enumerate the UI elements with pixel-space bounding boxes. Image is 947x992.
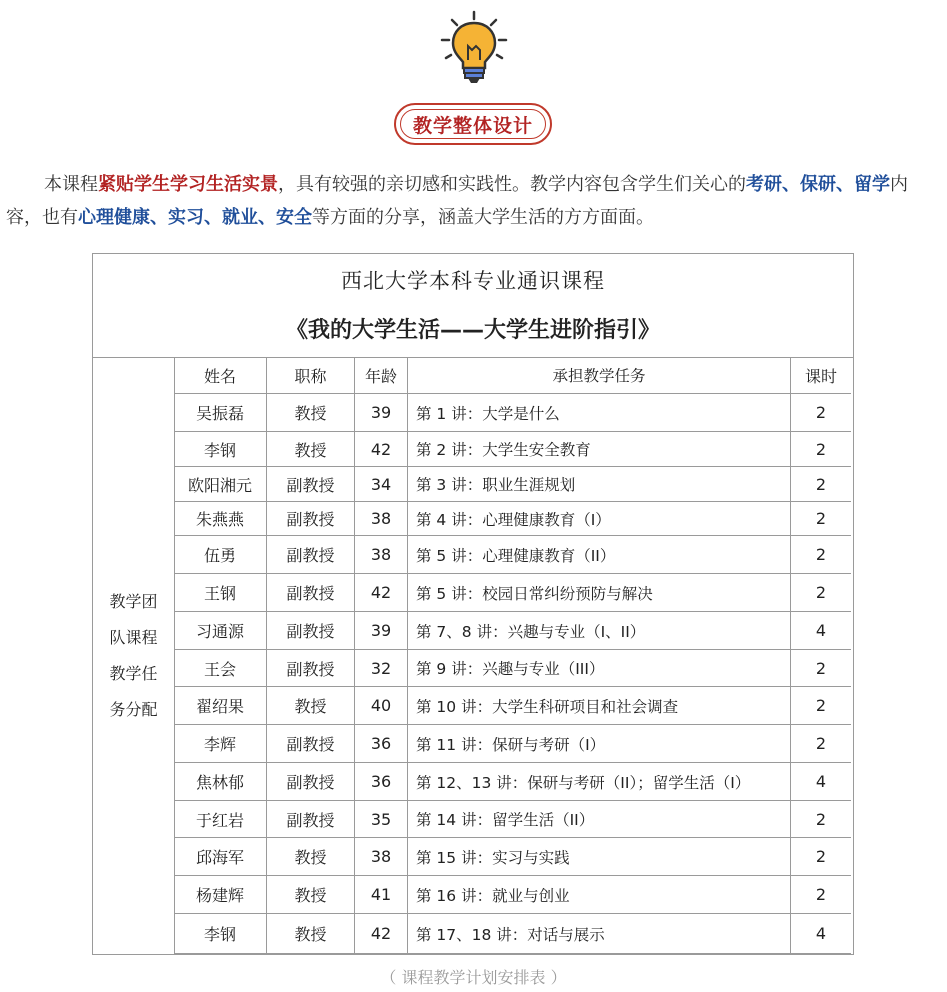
cell-title: 副教授 — [267, 725, 355, 763]
table-row — [174, 502, 851, 536]
cell-name: 王钢 — [174, 574, 267, 612]
table-row — [174, 467, 851, 502]
table-row — [174, 612, 851, 650]
cell-task: 第 4 讲：心理健康教育（I） — [408, 502, 791, 536]
cell-hours: 2 — [791, 432, 851, 467]
intro-text-2: ，具有较强的亲切感和实践性。教学内容包含学生们关心的 — [278, 174, 746, 195]
table-row — [174, 914, 851, 954]
cell-title: 教授 — [267, 394, 355, 432]
intro-text-3: 内容，也有 — [6, 174, 908, 228]
cell-hours: 2 — [791, 394, 851, 432]
cell-hours: 2 — [791, 725, 851, 763]
cell-task: 第 3 讲：职业生涯规划 — [408, 467, 791, 502]
cell-name: 李钢 — [174, 914, 267, 954]
cell-task: 第 12、13 讲：保研与考研（II）；留学生活（I） — [408, 763, 791, 801]
cell-name: 李辉 — [174, 725, 267, 763]
cell-hours: 2 — [791, 687, 851, 725]
intro-text-4: 等方面的分享，涵盖大学生活的方方面面。 — [312, 207, 654, 228]
cell-name: 于红岩 — [174, 801, 267, 838]
header-age: 年龄 — [355, 357, 408, 394]
cell-age: 38 — [355, 536, 408, 574]
table-row — [174, 650, 851, 687]
table-title-area — [93, 254, 853, 358]
header-title: 职称 — [267, 357, 355, 394]
cell-task: 第 7、8 讲：兴趣与专业（I、II） — [408, 612, 791, 650]
cell-hours: 4 — [791, 914, 851, 954]
cell-hours: 2 — [791, 574, 851, 612]
cell-age: 42 — [355, 574, 408, 612]
cell-name: 杨建辉 — [174, 876, 267, 914]
cell-hours: 2 — [791, 876, 851, 914]
cell-name: 焦林郁 — [174, 763, 267, 801]
cell-name: 李钢 — [174, 432, 267, 467]
table-row — [174, 394, 851, 432]
cell-age: 32 — [355, 650, 408, 687]
cell-title: 副教授 — [267, 650, 355, 687]
table-header-row — [174, 357, 851, 394]
cell-age: 39 — [355, 394, 408, 432]
cell-age: 39 — [355, 612, 408, 650]
cell-title: 教授 — [267, 838, 355, 876]
cell-hours: 2 — [791, 536, 851, 574]
cell-task: 第 2 讲：大学生安全教育 — [408, 432, 791, 467]
cell-title: 副教授 — [267, 536, 355, 574]
header-name: 姓名 — [174, 357, 267, 394]
cell-name: 伍勇 — [174, 536, 267, 574]
cell-age: 38 — [355, 502, 408, 536]
table-row — [174, 725, 851, 763]
intro-paragraph — [6, 168, 942, 234]
cell-age: 36 — [355, 763, 408, 801]
cell-task: 第 14 讲：留学生活（II） — [408, 801, 791, 838]
cell-task: 第 16 讲：就业与创业 — [408, 876, 791, 914]
cell-task: 第 5 讲：心理健康教育（II） — [408, 536, 791, 574]
cell-age: 34 — [355, 467, 408, 502]
cell-title: 教授 — [267, 432, 355, 467]
side-label-line: 教学任 — [109, 664, 158, 683]
table-row — [174, 838, 851, 876]
side-label-line: 教学团 — [109, 592, 158, 611]
cell-task: 第 17、18 讲：对话与展示 — [408, 914, 791, 954]
side-label-line: 队课程 — [109, 628, 158, 647]
cell-task: 第 9 讲：兴趣与专业（III） — [408, 650, 791, 687]
cell-hours: 2 — [791, 502, 851, 536]
cell-name: 欧阳湘元 — [174, 467, 267, 502]
cell-hours: 2 — [791, 467, 851, 502]
cell-hours: 4 — [791, 763, 851, 801]
cell-title: 副教授 — [267, 612, 355, 650]
table-row — [174, 432, 851, 467]
cell-name: 翟绍果 — [174, 687, 267, 725]
cell-hours: 2 — [791, 838, 851, 876]
cell-hours: 4 — [791, 612, 851, 650]
cell-age: 38 — [355, 838, 408, 876]
side-label-line: 务分配 — [109, 700, 158, 719]
header-task: 承担教学任务 — [408, 357, 791, 394]
cell-title: 副教授 — [267, 801, 355, 838]
cell-name: 王会 — [174, 650, 267, 687]
table-subtitle: 《我的大学生活——大学生进阶指引》 — [285, 318, 660, 343]
table-row — [174, 876, 851, 914]
cell-age: 36 — [355, 725, 408, 763]
cell-task: 第 15 讲：实习与实践 — [408, 838, 791, 876]
cell-title: 副教授 — [267, 467, 355, 502]
intro-highlight-2: 考研、保研、留学 — [746, 174, 890, 195]
cell-title: 副教授 — [267, 502, 355, 536]
cell-title: 教授 — [267, 914, 355, 954]
cell-name: 吴振磊 — [174, 394, 267, 432]
lightbulb-icon — [438, 10, 510, 86]
cell-task: 第 11 讲：保研与考研（I） — [408, 725, 791, 763]
cell-age: 40 — [355, 687, 408, 725]
table-side-label — [93, 357, 175, 955]
cell-age: 41 — [355, 876, 408, 914]
cell-title: 副教授 — [267, 574, 355, 612]
cell-task: 第 1 讲：大学是什么 — [408, 394, 791, 432]
header-hours: 课时 — [791, 357, 851, 394]
cell-age: 35 — [355, 801, 408, 838]
cell-title: 教授 — [267, 876, 355, 914]
cell-task: 第 10 讲：大学生科研项目和社会调查 — [408, 687, 791, 725]
cell-hours: 2 — [791, 801, 851, 838]
cell-age: 42 — [355, 914, 408, 954]
table-row — [174, 574, 851, 612]
intro-text-1: 本课程 — [44, 174, 98, 195]
table-row — [174, 687, 851, 725]
intro-highlight-1: 紧贴学生学习生活实景 — [98, 174, 278, 195]
cell-name: 朱燕燕 — [174, 502, 267, 536]
cell-title: 副教授 — [267, 763, 355, 801]
table-row — [174, 801, 851, 838]
course-schedule-table — [92, 253, 854, 955]
section-title-badge — [394, 103, 552, 145]
cell-name: 邱海军 — [174, 838, 267, 876]
table-row — [174, 536, 851, 574]
cell-task: 第 5 讲：校园日常纠纷预防与解决 — [408, 574, 791, 612]
cell-age: 42 — [355, 432, 408, 467]
cell-hours: 2 — [791, 650, 851, 687]
section-title: 教学整体设计 — [412, 114, 533, 137]
table-title: 西北大学本科专业通识课程 — [341, 269, 605, 293]
cell-name: 习通源 — [174, 612, 267, 650]
intro-highlight-3: 心理健康、实习、就业、安全 — [78, 207, 312, 228]
table-caption: （ 课程教学计划安排表 ） — [380, 968, 567, 987]
cell-title: 教授 — [267, 687, 355, 725]
table-row — [174, 763, 851, 801]
